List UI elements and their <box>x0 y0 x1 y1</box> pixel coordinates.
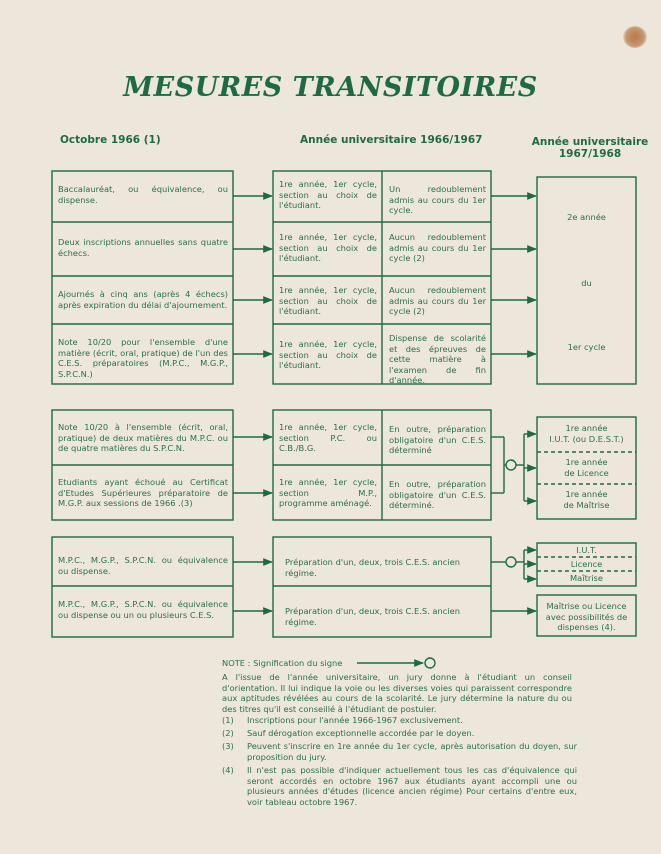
note-1-num: (1) <box>222 715 234 725</box>
g2-left-1: Note 10/20 à l'ensemble (écrit, oral, pratique) de deux matières du M.P.C. ou de quatre matières du S.P.C.N. <box>58 422 228 453</box>
g2-right-2: En outre, préparation obligatoire d'un C.E.S. déterminé. <box>389 479 486 510</box>
g3-mid-1: Préparation d'un, deux, trois C.E.S. ancien régime. <box>285 557 460 578</box>
g1-left-3: Ajournés à cinq ans (après 4 échecs) après expiration du délai d'ajournement. <box>58 289 228 310</box>
note-3-num: (3) <box>222 741 234 751</box>
g2-result-5: 1re année <box>565 489 608 499</box>
g2-mid-2: 1re année, 1er cycle, section M.P., programme aménagé. <box>279 477 377 508</box>
g1-right-4: Dispense de scolarité et des épreuves de cette matière à l'examen de fin d'année. <box>389 333 486 385</box>
g1-mid-1: 1re année, 1er cycle, section au choix de l'étudiant. <box>279 179 377 210</box>
note-2-num: (2) <box>222 728 234 738</box>
g2-mid-1: 1re année, 1er cycle, section P.C. ou C.B./B.G. <box>279 422 377 453</box>
g3-result1-maitrise: Maîtrise <box>570 573 603 583</box>
header-year-1967-1968-line1: Année universitaire <box>531 136 649 148</box>
g1-left-4: Note 10/20 pour l'ensemble d'une matière (écrit, oral, pratique) de l'un des C.E.S. préparatoires (M.P.C., M.G.P., S.P.C.N.) <box>58 337 228 379</box>
g2-result-1: 1re année <box>565 423 608 433</box>
g3-result1-licence: Licence <box>570 559 603 569</box>
g2-result-3: 1re année <box>565 457 608 467</box>
page-title: MESURES TRANSITOIRES <box>123 72 538 103</box>
group3-left-box <box>52 537 233 637</box>
note-sign-text: A l'issue de l'année universitaire, un jury donne à l'étudiant un conseil d'orientation. Il lui indique la voie ou les diverses voies qui paraissent correspondre aux aptitudes révélées au cours de la scolarité. Le jury détermine la nature du ou des titres qu'il est conseillé à l'étudiant de postuler. <box>222 672 572 714</box>
g1-mid-4: 1re année, 1er cycle, section au choix de l'étudiant. <box>279 339 377 370</box>
g1-result-2: du <box>581 278 592 288</box>
g3-mid-2: Préparation d'un, deux, trois C.E.S. ancien régime. <box>285 606 460 627</box>
header-october-1966: Octobre 1966 (1) <box>60 134 161 146</box>
g3-result1-iut: I.U.T. <box>576 545 597 555</box>
g2-result-2: I.U.T. (ou D.E.S.T.) <box>549 434 624 444</box>
note-4-num: (4) <box>222 765 234 775</box>
g1-result-1: 2e année <box>567 212 606 222</box>
note-3-text: Peuvent s'inscrire en 1re année du 1er cycle, après autorisation du doyen, sur proposition du jury. <box>247 741 577 762</box>
g3-result2: Maîtrise ou Licence avec possibilités de dispenses (4). <box>545 601 628 632</box>
g1-mid-3: 1re année, 1er cycle, section au choix de l'étudiant. <box>279 285 377 316</box>
g1-result-3: 1er cycle <box>567 342 606 352</box>
g2-result-6: de Maîtrise <box>563 500 610 510</box>
g3-left-2: M.P.C., M.G.P., S.P.C.N. ou équivalence ou dispense ou un ou plusieurs C.E.S. <box>58 599 228 620</box>
g2-left-2: Etudiants ayant échoué au Certificat d'Etudes Supérieures préparatoire de M.G.P. aux sessions de 1966 .(3) <box>58 477 228 508</box>
header-year-1966-1967: Année universitaire 1966/1967 <box>300 134 483 146</box>
note-1-text: Inscriptions pour l'année 1966-1967 exclusivement. <box>247 715 463 725</box>
g1-right-3: Aucun redoublement admis au cours du 1er cycle (2) <box>389 285 486 316</box>
g3-left-1: M.P.C., M.G.P., S.P.C.N. ou équivalence ou dispense. <box>58 555 228 576</box>
note-2-text: Sauf dérogation exceptionnelle accordée par le doyen. <box>247 728 475 738</box>
g1-mid-2: 1re année, 1er cycle, section au choix de l'étudiant. <box>279 232 377 263</box>
g1-right-1: Un redoublement admis au cours du 1er cycle. <box>389 184 486 215</box>
g1-left-2: Deux inscriptions annuelles sans quatre échecs. <box>58 237 228 258</box>
g1-right-2: Aucun redoublement admis au cours du 1er cycle (2) <box>389 232 486 263</box>
g2-result-4: de Licence <box>564 468 609 478</box>
note-4-text: Il n'est pas possible d'indiquer actuellement tous les cas d'équivalence qui seront accordés en octobre 1967 aux étudiants ayant accompli une ou plusieurs années d'études (licence ancien régime) Pour certains d'entre eux, voir tableau octobre 1967. <box>247 765 577 807</box>
g2-right-1: En outre, préparation obligatoire d'un C.E.S. déterminé <box>389 424 486 455</box>
g1-left-1: Baccalauréat, ou équivalence, ou dispense. <box>58 184 228 205</box>
note-sign-label: NOTE : Signification du signe <box>222 658 343 668</box>
header-year-1967-1968-line2: 1967/1968 <box>558 148 622 160</box>
